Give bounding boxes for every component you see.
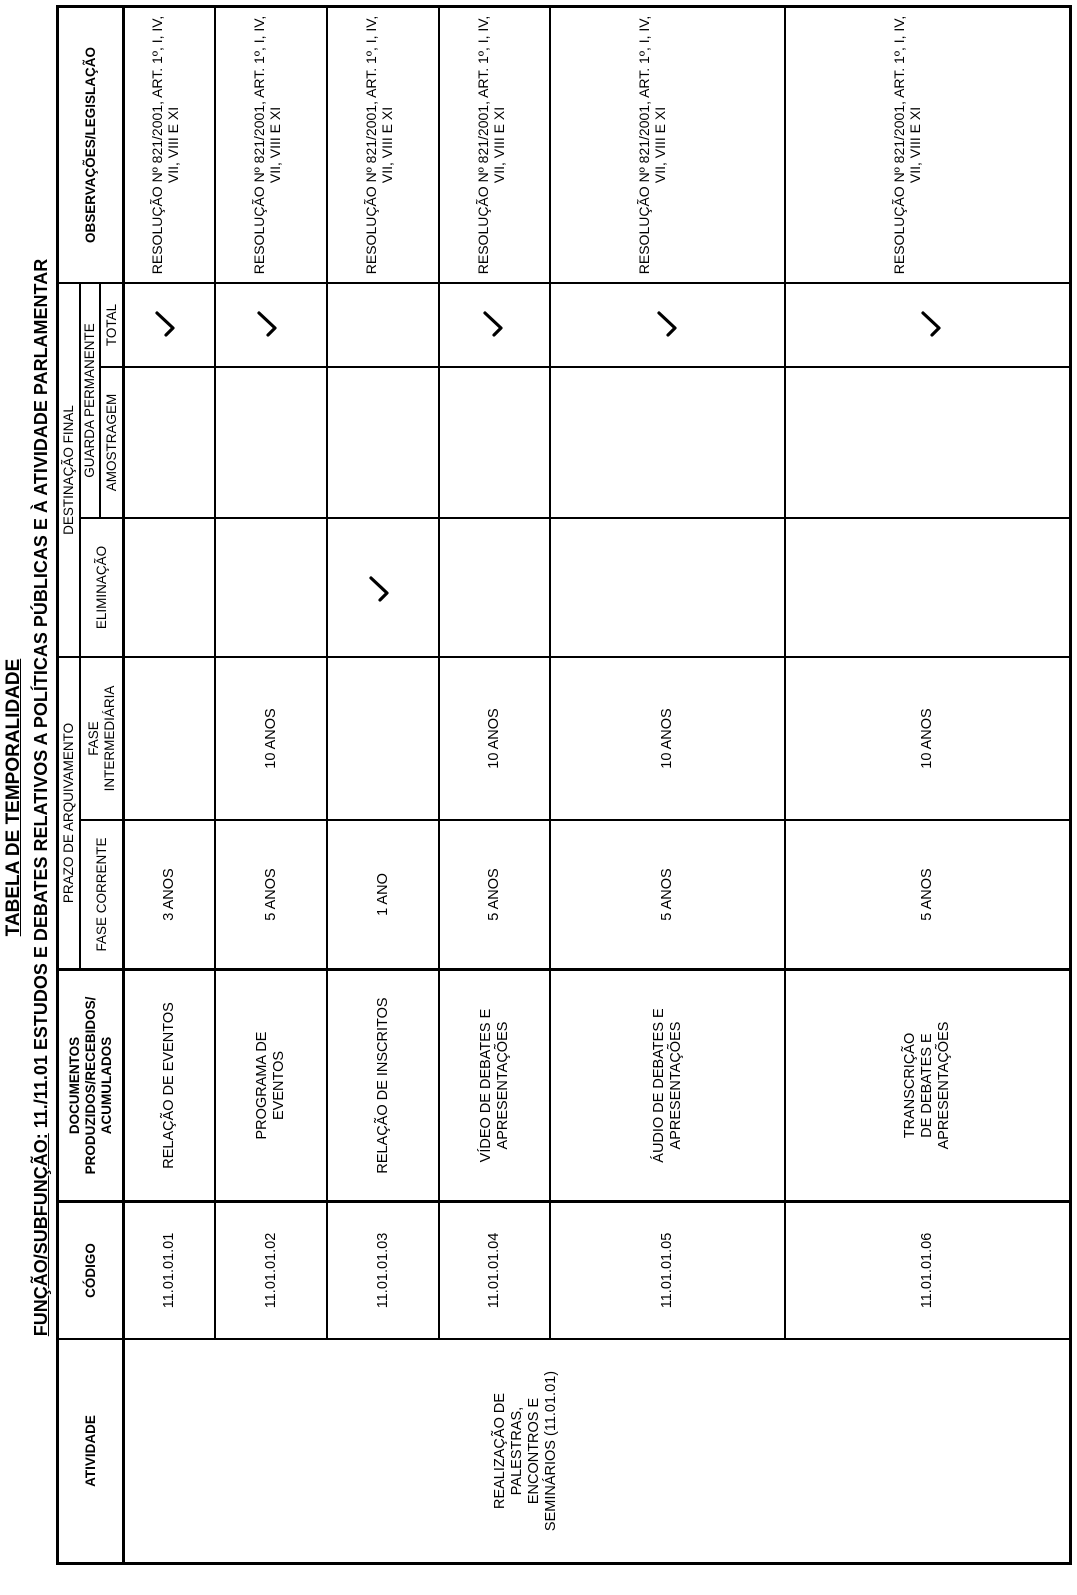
fase-intermediaria-cell: 10 ANOS [659, 708, 675, 769]
page-title: TABELA DE TEMPORALIDADE [3, 658, 24, 937]
codigo-cell: 11.01.01.06 [919, 1232, 935, 1309]
checkmark-icon [256, 311, 278, 337]
checkmark-icon [920, 311, 942, 337]
header-observacoes: OBSERVAÇÕES/LEGISLAÇÃO [82, 46, 98, 244]
header-total: TOTAL [103, 303, 119, 347]
header-fase-intermediaria: FASE INTERMEDIÁRIA [85, 685, 117, 792]
fase-intermediaria-cell: 10 ANOS [486, 708, 502, 769]
observacao-cell: RESOLUÇÃO Nº 821/2001, ART. 1º, I, IV, VII, VIII E XI [475, 15, 507, 275]
checkmark-icon [656, 311, 678, 337]
codigo-cell: 11.01.01.04 [486, 1232, 502, 1309]
codigo-cell: 11.01.01.03 [374, 1232, 391, 1309]
fase-intermediaria-cell: 10 ANOS [919, 708, 935, 769]
documento-cell: VÍDEO DE DEBATES E APRESENTAÇÕES [477, 1008, 511, 1163]
header-amostragem: AMOSTRAGEM [103, 393, 119, 492]
fase-intermediaria-cell: 10 ANOS [262, 708, 279, 769]
page-subtitle: FUNÇÃO/SUBFUNÇÃO: 11./11.01 ESTUDOS E DEBATES RELATIVOS A POLÍTICAS PÚBLICAS E À ATIVIDADE PARLAMENTAR [31, 258, 51, 1337]
documento-cell: RELAÇÃO DE EVENTOS [161, 1002, 177, 1169]
header-codigo: CÓDIGO [82, 1243, 98, 1298]
checkmark-icon [368, 576, 390, 602]
fase-corrente-cell: 5 ANOS [486, 868, 502, 921]
fase-corrente-cell: 5 ANOS [919, 868, 935, 921]
fase-intermediaria-cell [125, 658, 214, 819]
codigo-cell: 11.01.01.01 [161, 1232, 177, 1309]
documento-cell: RELAÇÃO DE INSCRITOS [374, 997, 391, 1174]
header-documentos: DOCUMENTOS PRODUZIDOS/RECEBIDOS/ ACUMULADOS [66, 996, 114, 1175]
documento-cell: TRANSCRIÇÃO DE DEBATES E APRESENTAÇÕES [902, 1021, 952, 1150]
codigo-cell: 11.01.01.05 [659, 1232, 675, 1309]
documento-cell: ÁUDIO DE DEBATES E APRESENTAÇÕES [650, 1008, 684, 1163]
fase-corrente-cell: 5 ANOS [659, 868, 675, 921]
fase-corrente-cell: 1 ANO [374, 873, 391, 916]
checkmark-icon [154, 311, 176, 337]
observacao-cell: RESOLUÇÃO Nº 821/2001, ART. 1º, I, IV, VII, VIII E XI [251, 15, 283, 275]
observacao-cell: RESOLUÇÃO Nº 821/2001, ART. 1º, I, IV, VII, VIII E XI [636, 15, 668, 275]
header-guarda-permanente: GUARDA PERMANENTE [82, 323, 97, 478]
temporality-table [56, 5, 1072, 1565]
documento-cell: PROGRAMA DE EVENTOS [254, 1031, 287, 1140]
fase-corrente-cell: 3 ANOS [161, 868, 177, 921]
observacao-cell: RESOLUÇÃO Nº 821/2001, ART. 1º, I, IV, VII, VIII E XI [363, 15, 395, 275]
header-atividade: ATIVIDADE [82, 1415, 98, 1487]
header-destinacao-final: DESTINAÇÃO FINAL [61, 405, 76, 535]
header-eliminacao: ELIMINAÇÃO [93, 545, 109, 630]
fase-intermediaria-cell [328, 658, 438, 819]
header-fase-corrente: FASE CORRENTE [93, 837, 109, 952]
observacao-cell: RESOLUÇÃO Nº 821/2001, ART. 1º, I, IV, VII, VIII E XI [891, 15, 923, 275]
header-prazo-arquivamento: PRAZO DE ARQUIVAMENTO [61, 722, 76, 904]
codigo-cell: 11.01.01.02 [262, 1232, 279, 1309]
checkmark-icon [482, 311, 504, 337]
observacao-cell: RESOLUÇÃO Nº 821/2001, ART. 1º, I, IV, VII, VIII E XI [149, 15, 181, 275]
atividade-cell: REALIZAÇÃO DE PALESTRAS, ENCONTROS E SEMINÁRIOS (11.01.01) [492, 1370, 559, 1532]
fase-corrente-cell: 5 ANOS [262, 868, 279, 921]
